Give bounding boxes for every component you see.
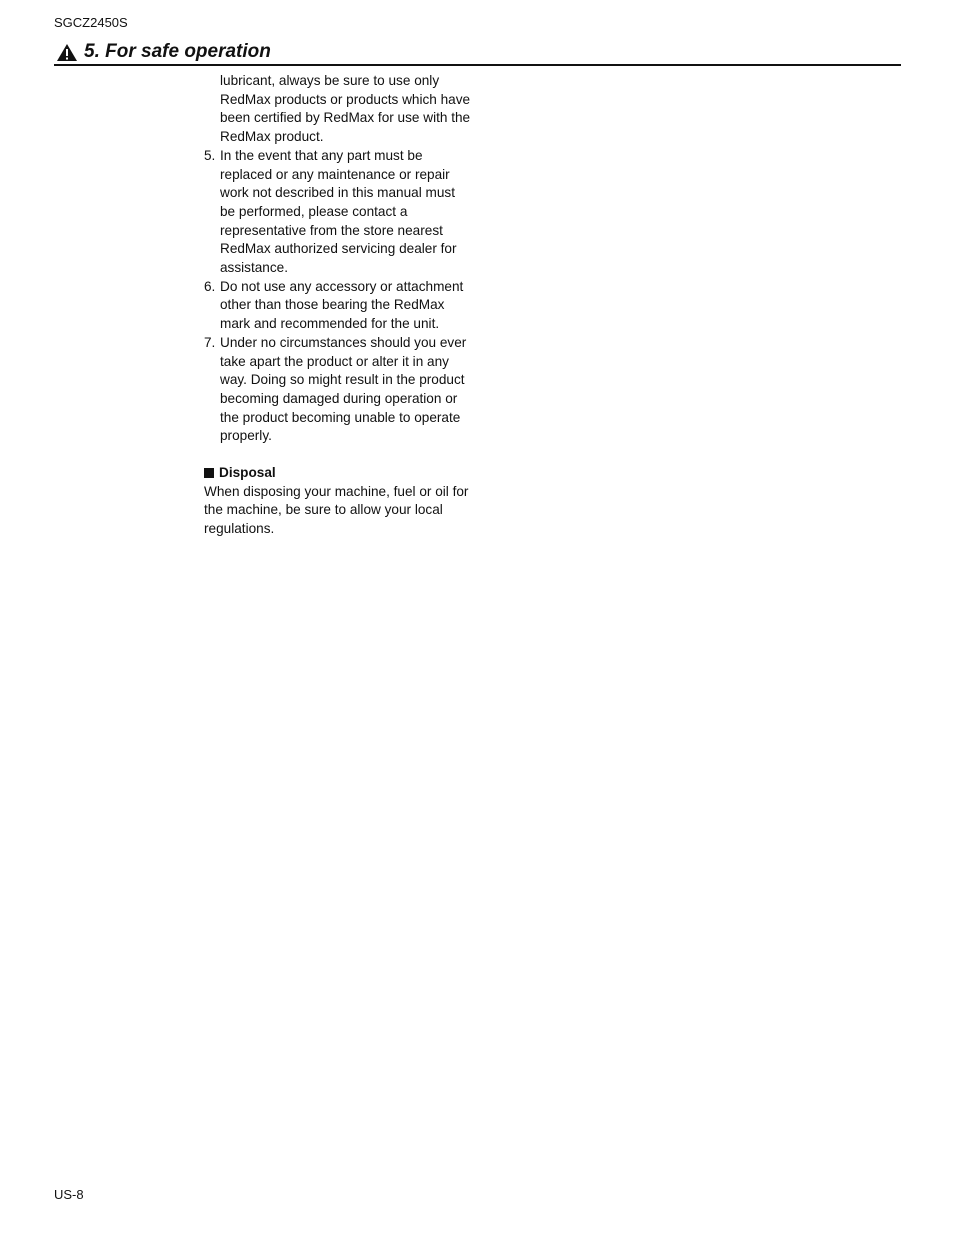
list-item-text: In the event that any part must be replaced or any maintenance or repair work not described in this manual must be performed, please contact a representative from the store nearest RedMax authorized servicing dealer for assistance. xyxy=(220,147,457,276)
disposal-paragraph: When disposing your machine, fuel or oil for the machine, be sure to allow your local regulations. xyxy=(204,483,469,537)
disposal-heading xyxy=(204,464,472,483)
warning-triangle-icon xyxy=(56,43,78,62)
disposal-heading-label: Disposal xyxy=(219,465,276,481)
list-item-number: 5. xyxy=(204,147,216,163)
list-item-text: Under no circumstances should you ever take apart the product or alter it in any way. Doing so might result in the product becoming damaged during operation or the product becoming unable to operate properly. xyxy=(220,334,467,444)
numbered-list xyxy=(204,147,472,446)
list-item xyxy=(204,147,472,278)
content-column xyxy=(204,72,472,539)
list-item-number: 7. xyxy=(204,334,216,350)
list-item xyxy=(204,334,472,446)
list-item xyxy=(204,278,472,334)
section-title: 5. For safe operation xyxy=(84,41,271,62)
black-square-bullet-icon xyxy=(204,468,214,478)
list-item-text: Do not use any accessory or attachment other than those bearing the RedMax mark and recommended for the unit. xyxy=(220,278,464,332)
model-number: SGCZ2450S xyxy=(54,15,128,30)
page-number: US-8 xyxy=(54,1187,84,1202)
continuation-paragraph: lubricant, always be sure to use only RedMax products or products which have been certified by RedMax for use with the RedMax product. xyxy=(220,73,471,145)
section-header xyxy=(54,40,901,66)
list-item-number: 6. xyxy=(204,278,216,294)
